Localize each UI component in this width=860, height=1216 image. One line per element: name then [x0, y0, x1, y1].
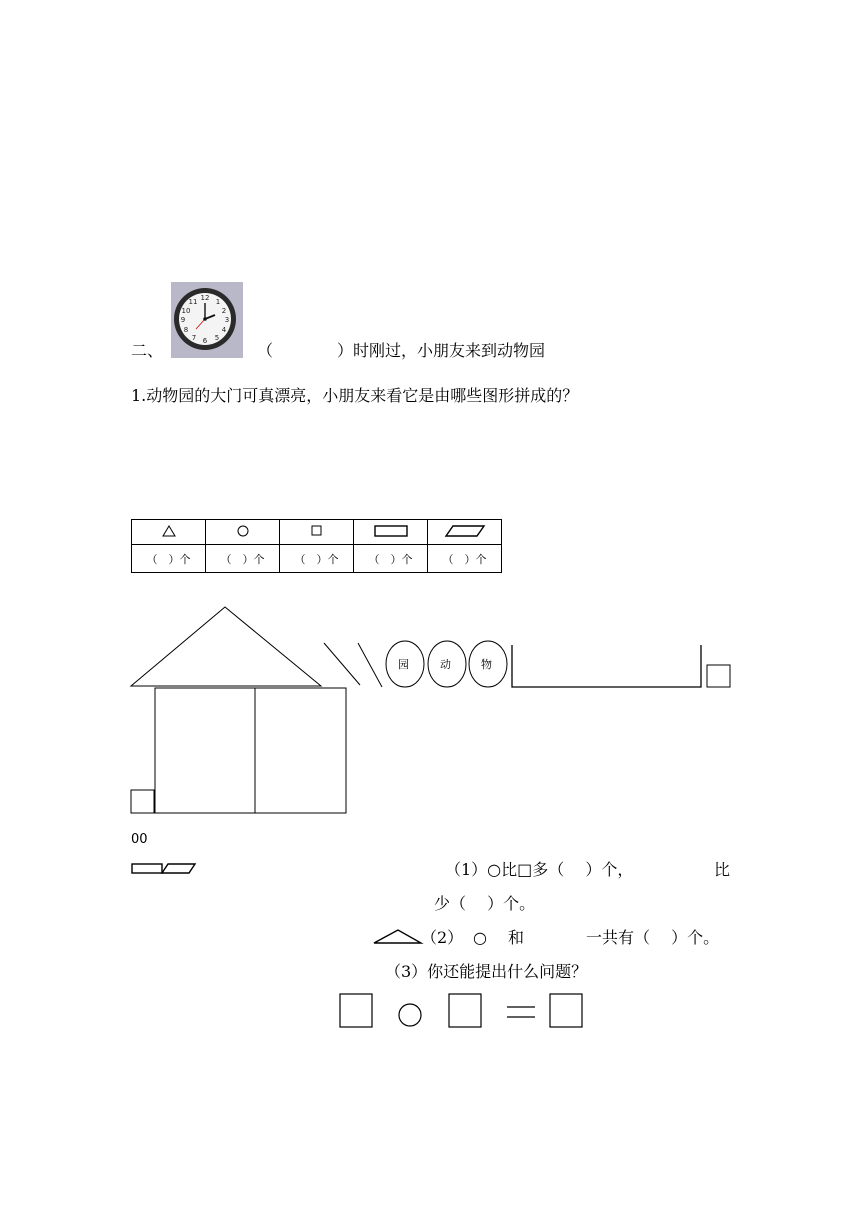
time-question: （ ）时刚过，小朋友来到动物园 [257, 341, 546, 360]
svg-text:6: 6 [202, 337, 208, 345]
svg-text:4: 4 [221, 326, 227, 334]
count-cell-circle[interactable]: （ ）个 [206, 545, 280, 573]
equation-box-3 [550, 994, 582, 1027]
small-rectangle [132, 864, 162, 873]
svg-text:12: 12 [200, 294, 210, 302]
svg-text:11: 11 [188, 298, 198, 306]
svg-text:10: 10 [181, 307, 191, 315]
sub-question-1-line2: 少（ ）个。 [434, 894, 536, 913]
svg-text:7: 7 [191, 334, 197, 342]
count-cell-square[interactable]: （ ）个 [280, 545, 354, 573]
svg-text:1: 1 [215, 298, 221, 306]
equation-box-2 [449, 994, 481, 1027]
small-square-left [131, 790, 154, 813]
svg-text:3: 3 [224, 316, 230, 324]
sub-question-2-circle: ○ [473, 928, 487, 947]
sub-question-2-he: 和 [508, 928, 525, 947]
svg-text:9: 9 [180, 316, 186, 324]
sub-question-3: （3）你还能提出什么问题？ [385, 962, 588, 981]
sub-question-2-total: 一共有（ ）个。 [586, 928, 720, 947]
fence-bracket [512, 645, 701, 687]
svg-text:8: 8 [183, 326, 189, 334]
section-number: 二、 [131, 341, 164, 360]
small-square-right [707, 665, 730, 687]
sub-question-1-bi: 比 [714, 860, 731, 879]
question-1-prompt: 1.动物园的大门可真漂亮，小朋友来看它是由哪些图形拼成的？ [131, 386, 579, 405]
count-cell-rectangle[interactable]: （ ）个 [354, 545, 428, 573]
sub-question-2-num: （2） [421, 928, 464, 947]
equation-operator-circle[interactable] [398, 1003, 422, 1027]
count-cell-triangle[interactable]: （ ）个 [132, 545, 206, 573]
small-parallelogram [162, 864, 195, 873]
roof-triangle [131, 607, 321, 686]
slash-1 [324, 643, 360, 685]
svg-text:2: 2 [221, 307, 227, 315]
equals-sign [506, 1004, 536, 1020]
slash-2 [358, 643, 382, 687]
equation-box-1 [340, 994, 372, 1027]
svg-text:5: 5 [214, 334, 220, 342]
count-cell-parallelogram[interactable]: （ ）个 [428, 545, 502, 573]
small-label: 00 [131, 832, 148, 847]
gate-body-rectangle [155, 688, 346, 813]
ball-label-wu: 物 [481, 658, 492, 671]
flat-triangle [374, 930, 421, 943]
sub-question-1-line1: （1）○比□多（ ）个， [445, 860, 634, 879]
ball-label-yuan: 园 [398, 658, 409, 671]
ball-label-dong: 动 [440, 658, 451, 671]
